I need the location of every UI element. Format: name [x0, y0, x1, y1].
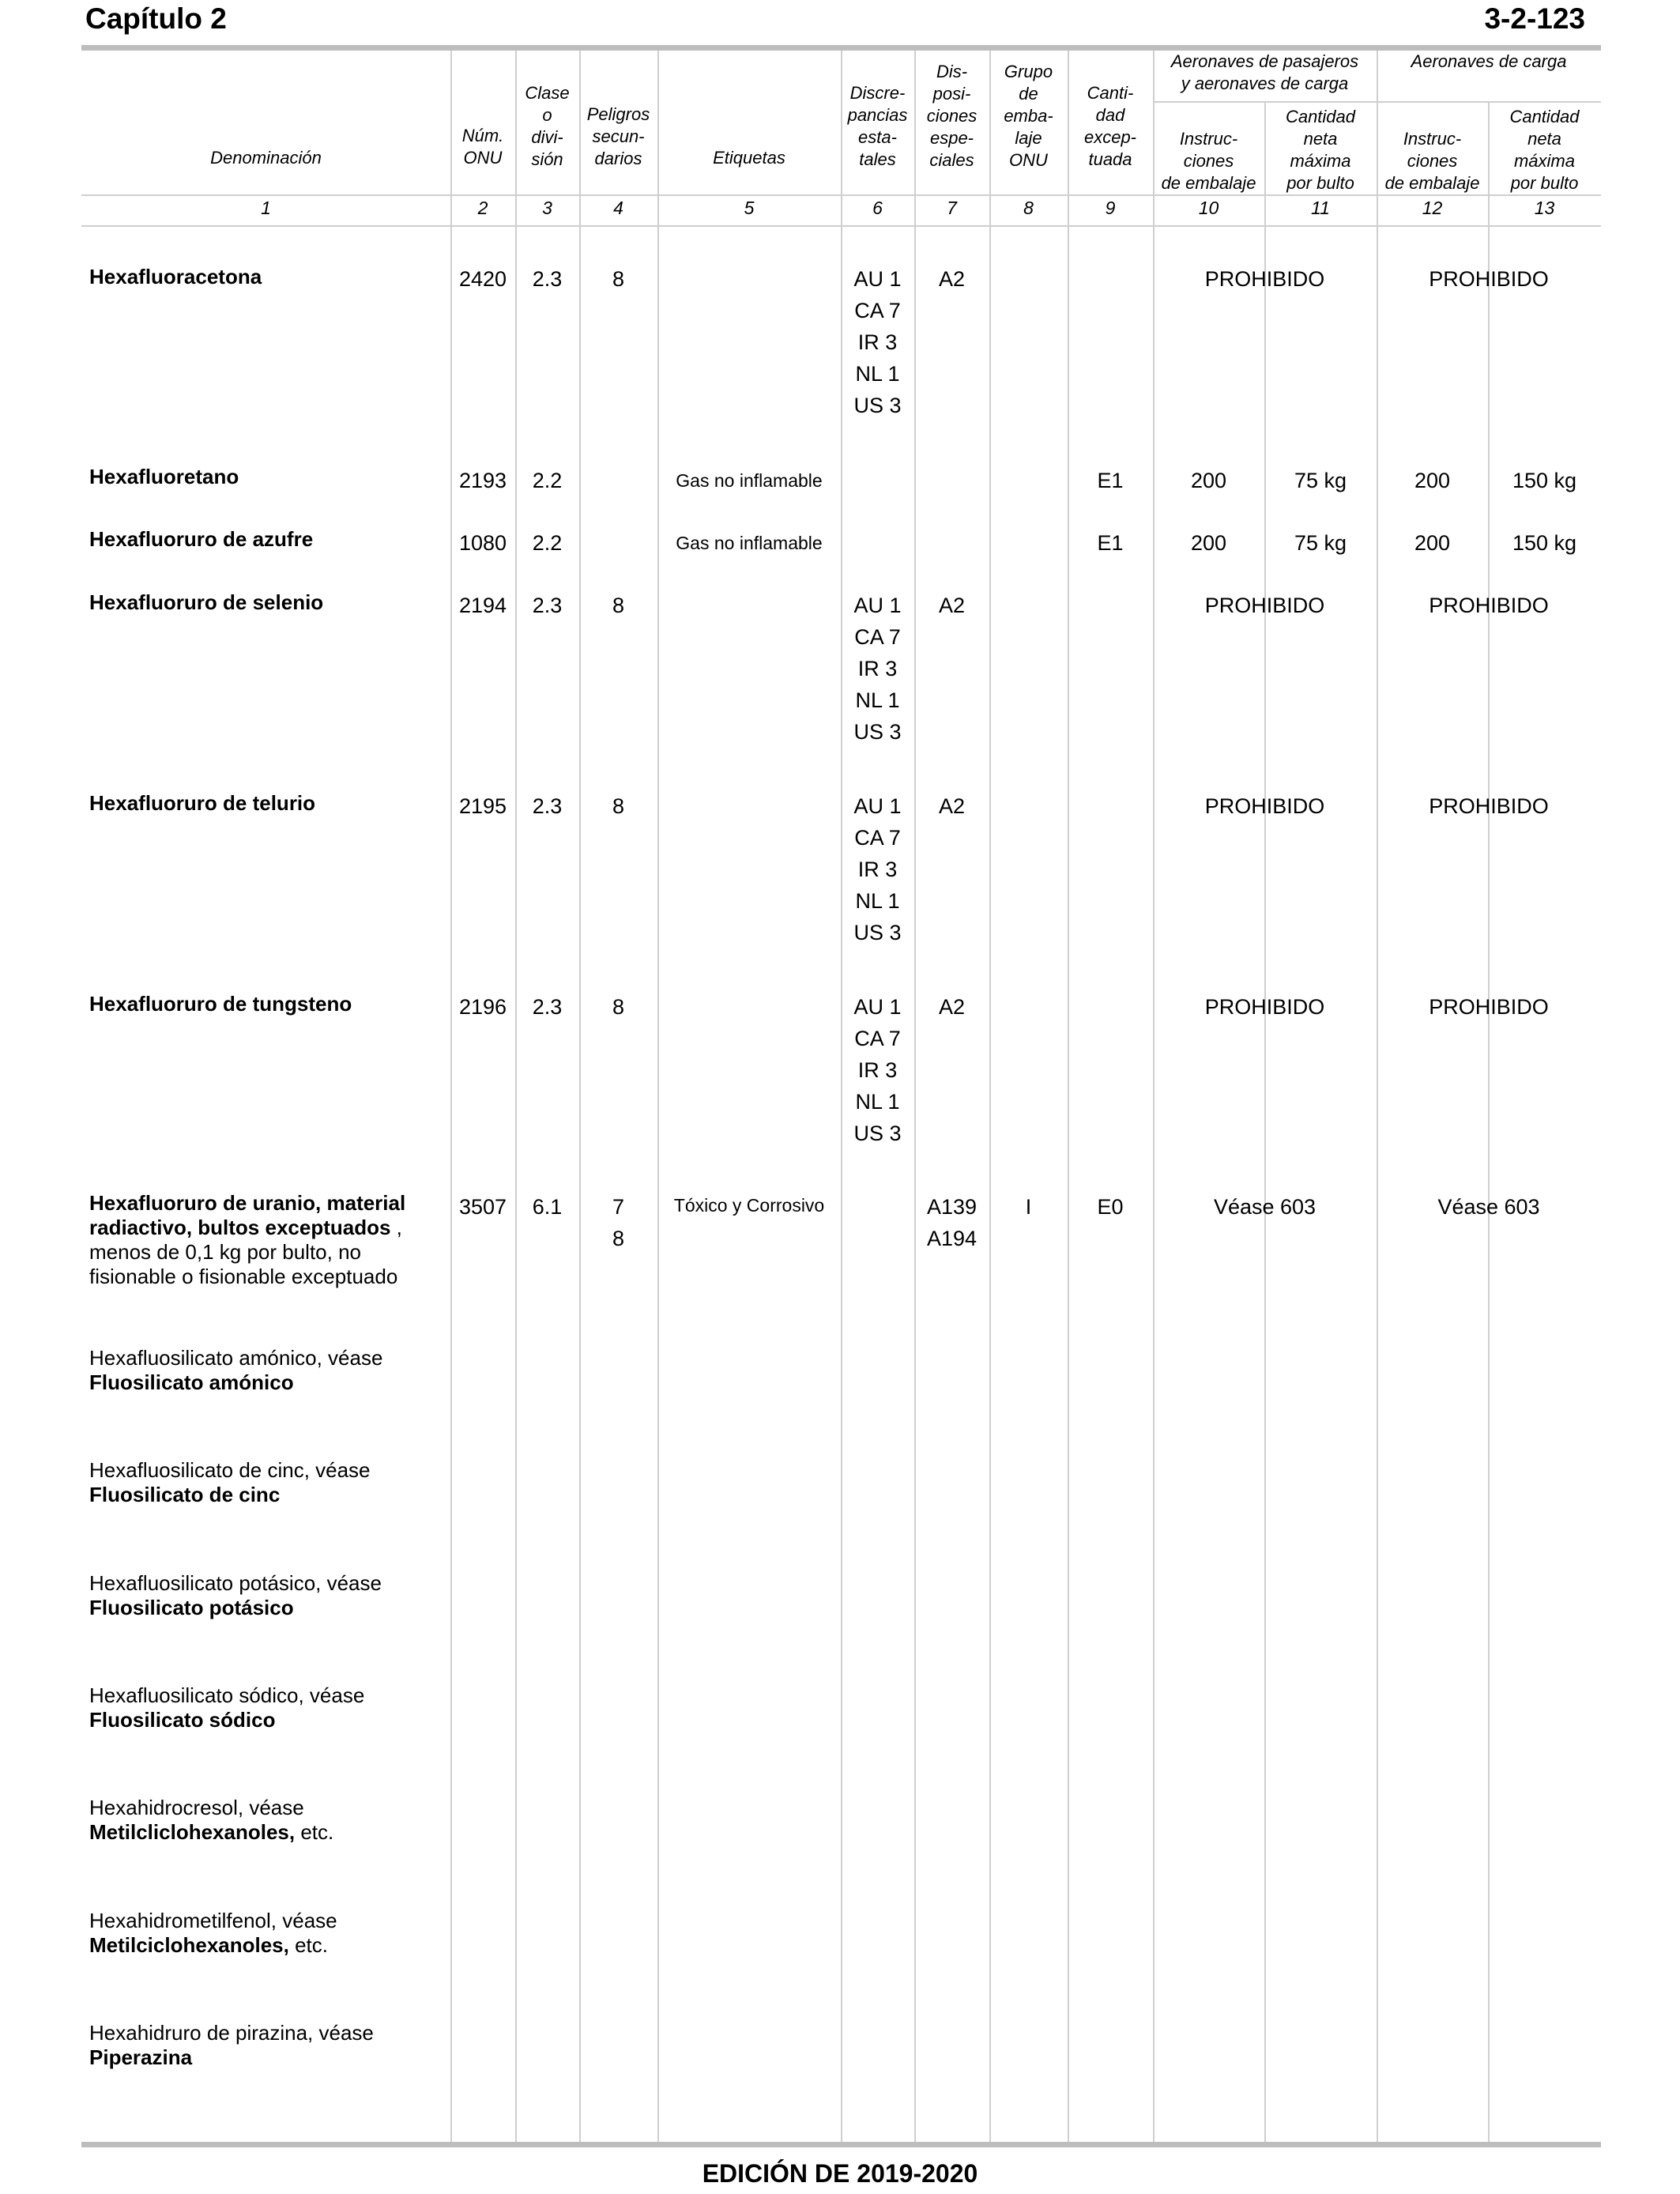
column-number: 1 [261, 198, 271, 218]
col-divider [579, 51, 581, 2142]
column-number: 8 [1023, 198, 1034, 218]
column-number: 11 [1311, 198, 1330, 218]
header-cantidad-exceptuada: Canti- dad excep- tuada [1083, 83, 1137, 169]
column-number: 10 [1198, 198, 1219, 218]
row-pax-status: PROHIBIDO [1204, 995, 1325, 1019]
row-name: Hexafluoruro de azufre [89, 527, 314, 551]
col-divider [914, 51, 916, 2142]
row-un-number: 1080 [458, 531, 507, 555]
col-divider [1153, 51, 1155, 2142]
col-divider [1488, 103, 1490, 2142]
row-excepted-qty: E1 [1097, 469, 1124, 492]
col-divider [1377, 51, 1378, 2142]
header-aeronaves-carga: Aeronaves de carga [1411, 51, 1567, 71]
row-subsidiary: 7 8 [612, 1195, 625, 1250]
header-instrucciones-carga: Instruc- ciones de embalaje [1384, 129, 1480, 193]
header-rule [81, 225, 1601, 227]
row-un-number: 3507 [458, 1195, 507, 1219]
header-discrepancias: Discre- pancias esta- tales [847, 83, 908, 169]
reference-entry: Hexafluosilicato de cinc, véase Fluosilicato de cinc [89, 1458, 371, 1506]
reference-entry: Hexafluosilicato potásico, véase Fluosilicato potásico [89, 1571, 382, 1619]
row-cargo-quantity: 150 kg [1512, 531, 1577, 555]
col-divider [657, 51, 659, 2142]
row-subsidiary: 8 [612, 995, 625, 1019]
row-special-provisions: A2 [938, 267, 966, 291]
row-pax-status: Véase 603 [1213, 1195, 1317, 1219]
reference-entry: Hexahidrocresol, véase Metilcliclohexanoles, etc. [89, 1796, 334, 1844]
row-label: Tóxico y Corrosivo [673, 1195, 825, 1216]
row-name: Hexafluoretano [89, 465, 239, 488]
row-pax-quantity: 75 kg [1294, 531, 1347, 555]
row-special-provisions: A139 A194 [926, 1195, 977, 1250]
row-un-number: 2194 [458, 594, 507, 617]
reference-entry: Hexafluosilicato amónico, véase Fluosilicato amónico [89, 1346, 383, 1394]
row-discrepancies: AU 1 CA 7 IR 3 NL 1 US 3 [853, 594, 902, 744]
row-cargo-status: PROHIBIDO [1429, 267, 1549, 291]
header-etiquetas: Etiquetas [713, 148, 785, 168]
header-instrucciones-pax: Instruc- ciones de embalaje [1161, 129, 1256, 193]
header-num-onu: Núm. ONU [461, 126, 504, 168]
row-pax-status: PROHIBIDO [1204, 267, 1325, 291]
row-cargo-instruction: 200 [1414, 531, 1451, 555]
bottom-rule [81, 2142, 1601, 2147]
reference-entry: Hexahidruro de pirazina, véase Piperazina [89, 2021, 374, 2069]
column-number: 6 [872, 198, 883, 218]
row-special-provisions: A2 [938, 594, 966, 617]
row-name: Hexafluoruro de selenio [89, 590, 324, 614]
reference-entry: Hexahidrometilfenol, véase Metilciclohexanoles, etc. [89, 1909, 337, 1957]
header-denominacion: Denominación [210, 148, 322, 168]
top-rule [81, 45, 1601, 51]
header-peligros: Peligros secun- darios [586, 104, 650, 168]
row-discrepancies: AU 1 CA 7 IR 3 NL 1 US 3 [853, 794, 902, 944]
row-cargo-status: Véase 603 [1437, 1195, 1540, 1219]
row-cargo-quantity: 150 kg [1512, 469, 1577, 492]
row-pax-quantity: 75 kg [1294, 469, 1347, 492]
row-cargo-status: PROHIBIDO [1429, 794, 1549, 818]
row-subsidiary: 8 [612, 594, 625, 617]
chapter-title: Capítulo 2 [85, 2, 227, 35]
row-pax-instruction: 200 [1190, 469, 1227, 492]
row-un-number: 2196 [458, 995, 507, 1019]
header-cantidad-neta-pax: Cantidad neta máxima por bulto [1285, 107, 1356, 193]
col-divider [450, 51, 452, 2142]
col-divider [515, 51, 517, 2142]
row-name: Hexafluoracetona [89, 265, 262, 288]
row-class: 2.3 [532, 794, 563, 818]
row-pax-instruction: 200 [1190, 531, 1227, 555]
row-class: 2.2 [532, 531, 563, 555]
row-special-provisions: A2 [938, 995, 966, 1019]
row-un-number: 2195 [458, 794, 507, 818]
row-pax-status: PROHIBIDO [1204, 794, 1325, 818]
row-cargo-status: PROHIBIDO [1429, 594, 1549, 617]
row-name: Hexafluoruro de tungsteno [89, 992, 352, 1016]
row-discrepancies: AU 1 CA 7 IR 3 NL 1 US 3 [853, 995, 902, 1145]
column-number: 9 [1105, 198, 1116, 218]
row-excepted-qty: E1 [1097, 531, 1124, 555]
row-packing-group: I [1025, 1195, 1032, 1219]
row-label: Gas no inflamable [676, 533, 823, 553]
edition-footer: EDICIÓN DE 2019-2020 [702, 2159, 978, 2188]
header-cantidad-neta-carga: Cantidad neta máxima por bulto [1509, 107, 1580, 193]
column-number: 4 [613, 198, 623, 218]
column-number: 3 [542, 198, 552, 218]
header-grupo-embalaje: Grupo de emba- laje ONU [1004, 62, 1053, 170]
row-subsidiary: 8 [612, 794, 625, 818]
row-class: 2.3 [532, 995, 563, 1019]
column-number: 13 [1534, 198, 1555, 218]
col-divider [1068, 51, 1069, 2142]
row-label: Gas no inflamable [676, 470, 823, 491]
row-excepted-qty: E0 [1097, 1195, 1124, 1219]
row-class: 2.3 [532, 267, 563, 291]
page-number: 3-2-123 [1484, 2, 1585, 35]
header-disposiciones: Dis- posi- ciones espe- ciales [926, 62, 977, 170]
column-number: 5 [744, 198, 755, 218]
row-un-number: 2420 [458, 267, 507, 291]
col-divider [1264, 103, 1266, 2142]
row-name: Hexafluoruro de telurio [89, 791, 316, 815]
row-cargo-status: PROHIBIDO [1429, 995, 1549, 1019]
group-header-rule [1153, 101, 1601, 103]
row-cargo-instruction: 200 [1414, 469, 1451, 492]
col-divider [989, 51, 991, 2142]
header-clase: Clase o divi- sión [525, 83, 570, 169]
column-number: 7 [947, 198, 957, 218]
row-class: 6.1 [532, 1195, 563, 1219]
header-rule [81, 194, 1601, 196]
row-un-number: 2193 [458, 469, 507, 492]
reference-entry: Hexafluosilicato sódico, véase Fluosilicato sódico [89, 1683, 365, 1732]
row-class: 2.2 [532, 469, 563, 492]
row-pax-status: PROHIBIDO [1204, 594, 1325, 617]
header-aeronaves-pasajeros: Aeronaves de pasajeros y aeronaves de carga [1170, 51, 1359, 93]
row-subsidiary: 8 [612, 267, 625, 291]
column-number: 2 [477, 198, 488, 218]
column-number: 12 [1422, 198, 1443, 218]
row-discrepancies: AU 1 CA 7 IR 3 NL 1 US 3 [853, 267, 902, 417]
row-special-provisions: A2 [938, 794, 966, 818]
row-class: 2.3 [532, 594, 563, 617]
row-name: Hexafluoruro de uranio, material radiactivo, bultos exceptuados , menos de 0,1 kg por bulto, no fisionable o fisionable exceptuado [89, 1191, 406, 1288]
